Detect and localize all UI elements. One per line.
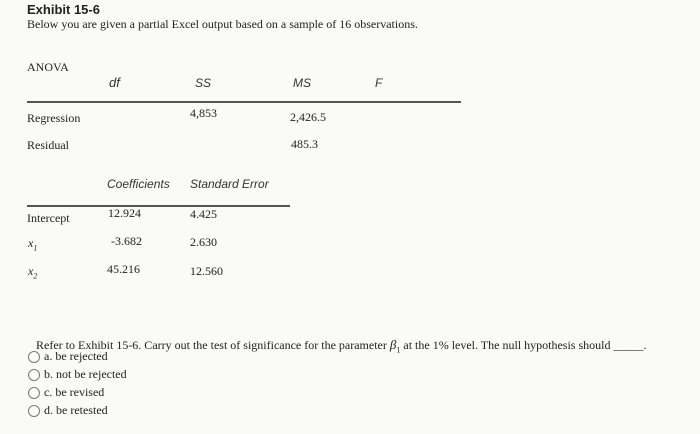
coef-header-rule bbox=[27, 205, 290, 207]
option-c[interactable] bbox=[28, 385, 104, 400]
option-b-label: b. not be rejected bbox=[44, 367, 127, 381]
anova-row-residual-ms: 485.3 bbox=[291, 137, 318, 151]
radio-icon[interactable] bbox=[28, 405, 40, 417]
anova-col-f: F bbox=[375, 76, 383, 90]
coef-row-intercept-se: 4.425 bbox=[190, 207, 217, 221]
coef-row-x1-coefficient: -3.682 bbox=[111, 234, 142, 248]
coef-row-x1-se: 2.630 bbox=[190, 235, 217, 249]
coef-row-intercept-name: Intercept bbox=[27, 211, 70, 225]
coef-row-x1-name: $x_1$ bbox=[28, 236, 38, 253]
coef-row-intercept-coefficient: 12.924 bbox=[108, 206, 141, 220]
coef-col-standard-error: Standard Error bbox=[190, 177, 269, 191]
exhibit-description: Below you are given a partial Excel output based on a sample of 16 observations. bbox=[27, 17, 418, 31]
option-d-label: d. be retested bbox=[44, 403, 108, 417]
question-text: Refer to Exhibit 15-6. Carry out the test of significance for the parameter $\beta_1$ at the 1% level. The null hypothesis should _____. bbox=[36, 337, 647, 355]
option-d[interactable] bbox=[28, 403, 108, 418]
anova-col-ms: MS bbox=[293, 76, 311, 90]
option-a[interactable] bbox=[28, 349, 108, 364]
anova-row-regression-name: Regression bbox=[27, 111, 81, 125]
radio-icon[interactable] bbox=[28, 351, 40, 363]
anova-header-rule bbox=[27, 101, 461, 103]
coef-row-x2-coefficient: 45.216 bbox=[107, 262, 140, 276]
anova-row-residual-name: Residual bbox=[27, 138, 69, 152]
option-c-label: c. be revised bbox=[44, 385, 105, 399]
radio-icon[interactable] bbox=[28, 369, 40, 381]
anova-col-ss: SS bbox=[195, 76, 212, 90]
option-a-label: a. be rejected bbox=[44, 349, 108, 363]
anova-row-regression-ss: 4,853 bbox=[190, 106, 217, 120]
coef-col-coefficients: Coefficients bbox=[107, 177, 170, 191]
radio-icon[interactable] bbox=[28, 387, 40, 399]
option-b[interactable] bbox=[28, 367, 127, 382]
anova-label: ANOVA bbox=[27, 60, 69, 74]
anova-col-df: df bbox=[109, 75, 120, 90]
exhibit-title: Exhibit 15-6 bbox=[27, 2, 100, 17]
anova-row-regression-ms: 2,426.5 bbox=[290, 110, 326, 124]
coef-row-x2-se: 12.560 bbox=[190, 264, 223, 278]
coef-row-x2-name: $x_2$ bbox=[28, 264, 38, 281]
answer-blank: _____ bbox=[613, 338, 644, 352]
